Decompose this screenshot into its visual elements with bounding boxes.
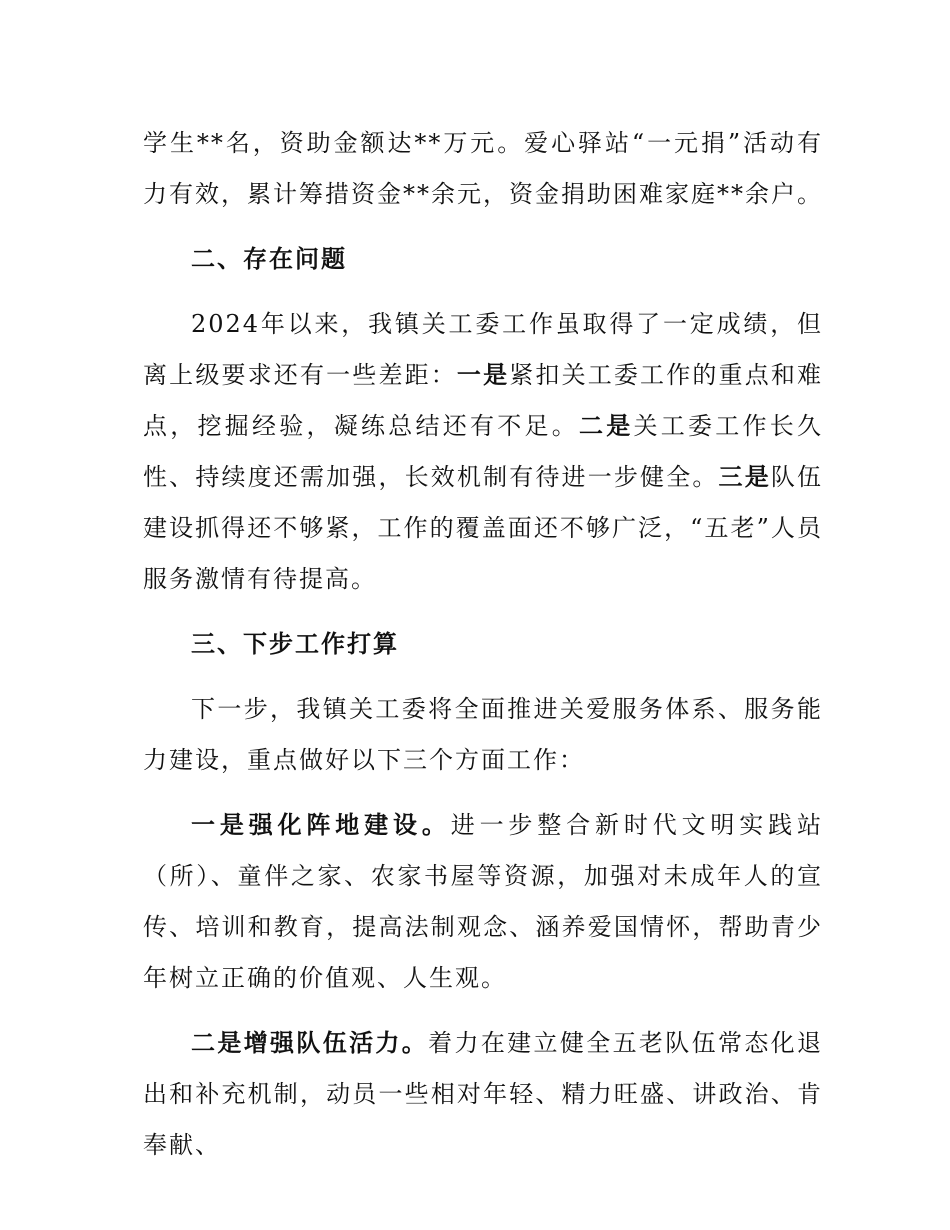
document-body (143, 118, 823, 1171)
plan-item-1-lead: 一是强化阵地建设。 (191, 811, 451, 839)
paragraph-funding-summary: 学生**名，资助金额达**万元。爱心驿站“一元捐”活动有力有效，累计筹措资金**余元，资金捐助困难家庭**余户。 (143, 129, 823, 208)
paragraph-plan-item-2 (143, 1018, 823, 1171)
problem-3-lead: 三是 (718, 463, 771, 491)
problems-intro-text: 2024年以来，我镇关工委工作虽取得了一定成绩，但离上级要求还有一些差距： (143, 310, 823, 389)
section-heading-next-steps: 三、下步工作打算 (191, 630, 399, 658)
plan-item-1-text: 进一步整合新时代文明实践站（所）、童伴之家、农家书屋等资源，加强对未成年人的宣传、培训和教育，提高法制观念、涵养爱国情怀，帮助青少年树立正确的价值观、人生观。 (143, 811, 824, 992)
problem-1-text: 紧扣关工委工作的重点和难点，挖掘经验，凝练总结还有不足。 (143, 361, 824, 440)
problem-2-lead: 二是 (579, 412, 634, 440)
section-heading-existing-problems: 二、存在问题 (191, 245, 347, 273)
paragraph-plan-item-1 (143, 800, 823, 1004)
paragraph-plan-intro: 下一步，我镇关工委将全面推进关爱服务体系、服务能力建设，重点做好以下三个方面工作： (143, 695, 823, 774)
problem-2-text: 关工委工作长久性、持续度还需加强，长效机制有待进一步健全。 (143, 412, 823, 491)
problem-3-text: 队伍建设抓得还不够紧，工作的覆盖面还不够广泛，“五老”人员服务激情有待提高。 (143, 463, 824, 593)
problem-1-lead: 一是 (456, 361, 510, 389)
plan-item-2-lead: 二是增强队伍活力。 (191, 1029, 429, 1057)
paragraph-existing-problems (143, 299, 823, 605)
plan-item-2-text: 着力在建立健全五老队伍常态化退出和补充机制，动员一些相对年轻、精力旺盛、讲政治、肯奉献、 (143, 1029, 824, 1159)
